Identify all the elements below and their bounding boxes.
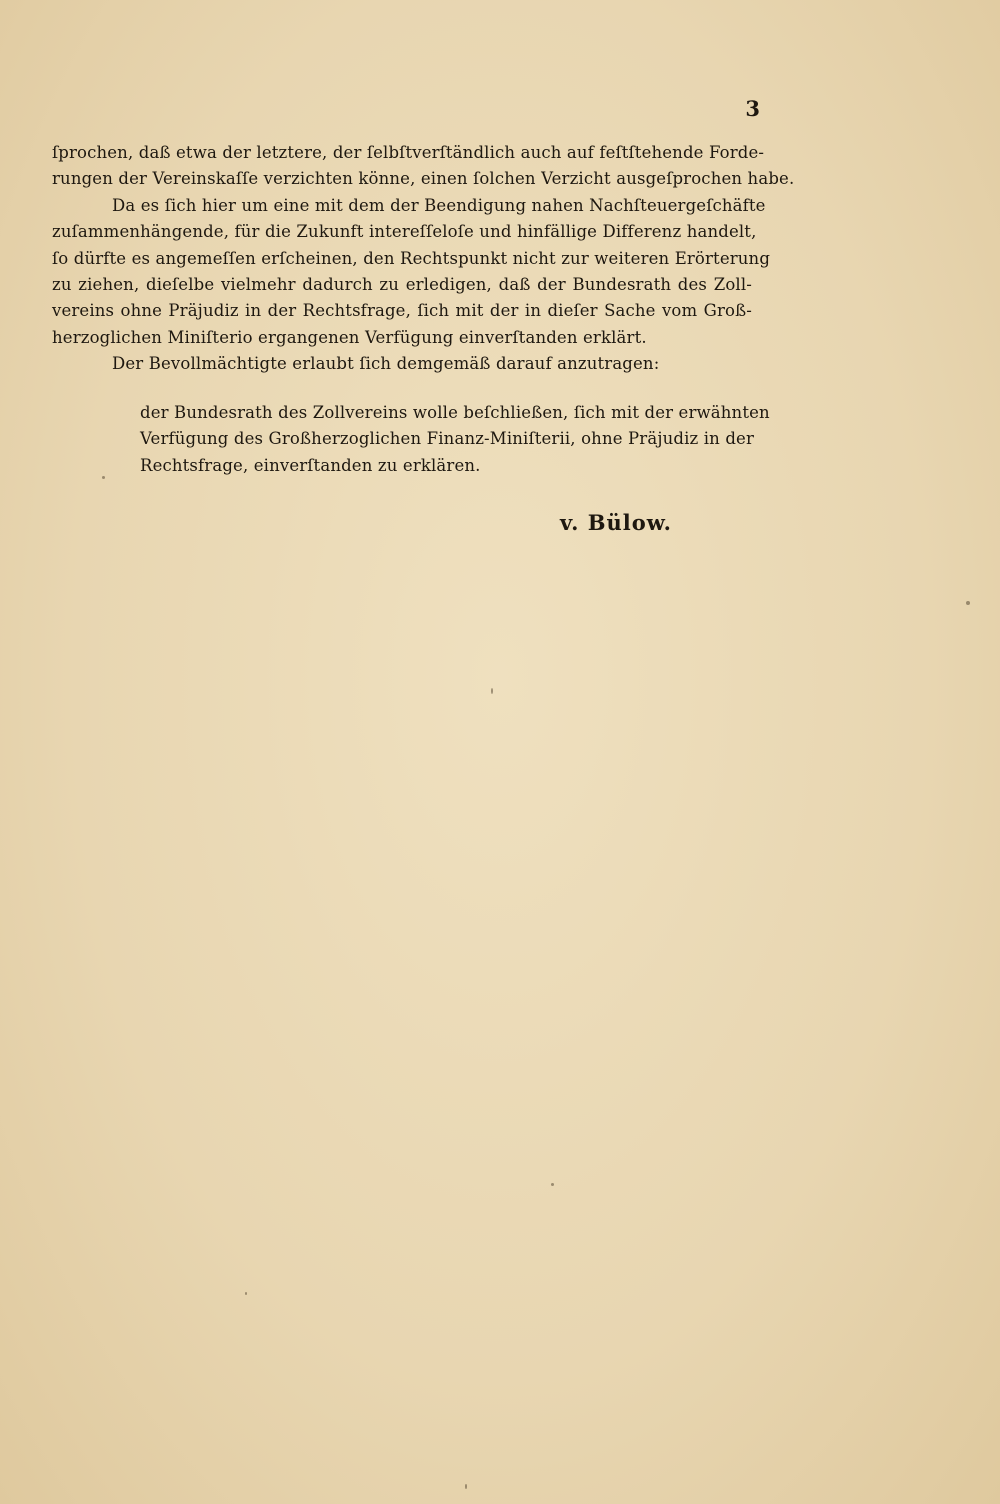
page-number: 3 [745, 96, 760, 121]
paper-speck [491, 688, 493, 694]
body-text [52, 140, 795, 378]
signature: v. Bülow. [560, 510, 672, 535]
paper-speck [245, 1292, 247, 1295]
paper-speck [102, 476, 105, 479]
paper-speck [465, 1484, 467, 1489]
paper-speck [551, 1183, 554, 1186]
text-line: Da es ſich hier um eine mit dem der Beendigung nahen Nachſteuergeſchäfte [112, 195, 766, 215]
motion-block [140, 400, 770, 479]
text-line: zu ziehen, dieſelbe vielmehr dadurch zu erledigen, daß der Bundesrath des Zoll- [52, 274, 752, 294]
motion-line: der Bundesrath des Zollvereins wolle beſchließen, ſich mit der erwähnten [140, 403, 770, 422]
text-line: herzoglichen Miniſterio ergangenen Verfügung einverſtanden erklärt. [52, 327, 647, 347]
motion-line: Rechtsfrage, einverſtanden zu erklären. [140, 455, 481, 475]
paper-speck [966, 601, 970, 605]
motion-line: Verfügung des Großherzoglichen Finanz-Miniſterii, ohne Präjudiz in der [140, 429, 754, 449]
text-line: vereins ohne Präjudiz in der Rechtsfrage, ſich mit der in dieſer Sache vom Groß- [52, 301, 752, 321]
text-line: rungen der Vereinskaſſe verzichten könne, einen ſolchen Verzicht ausgeſprochen habe. [52, 169, 795, 189]
text-line: ſprochen, daß etwa der letztere, der ſelbſtverſtändlich auch auf feſtſtehende Forde- [52, 143, 765, 162]
text-line: zuſammenhängende, für die Zukunft intereſſeloſe und hinfällige Differenz handelt, [52, 222, 757, 242]
text-line: ſo dürfte es angemeſſen erſcheinen, den Rechtspunkt nicht zur weiteren Erörterung [52, 248, 771, 268]
text-line: Der Bevollmächtigte erlaubt ſich demgemäß darauf anzutragen: [112, 354, 660, 374]
